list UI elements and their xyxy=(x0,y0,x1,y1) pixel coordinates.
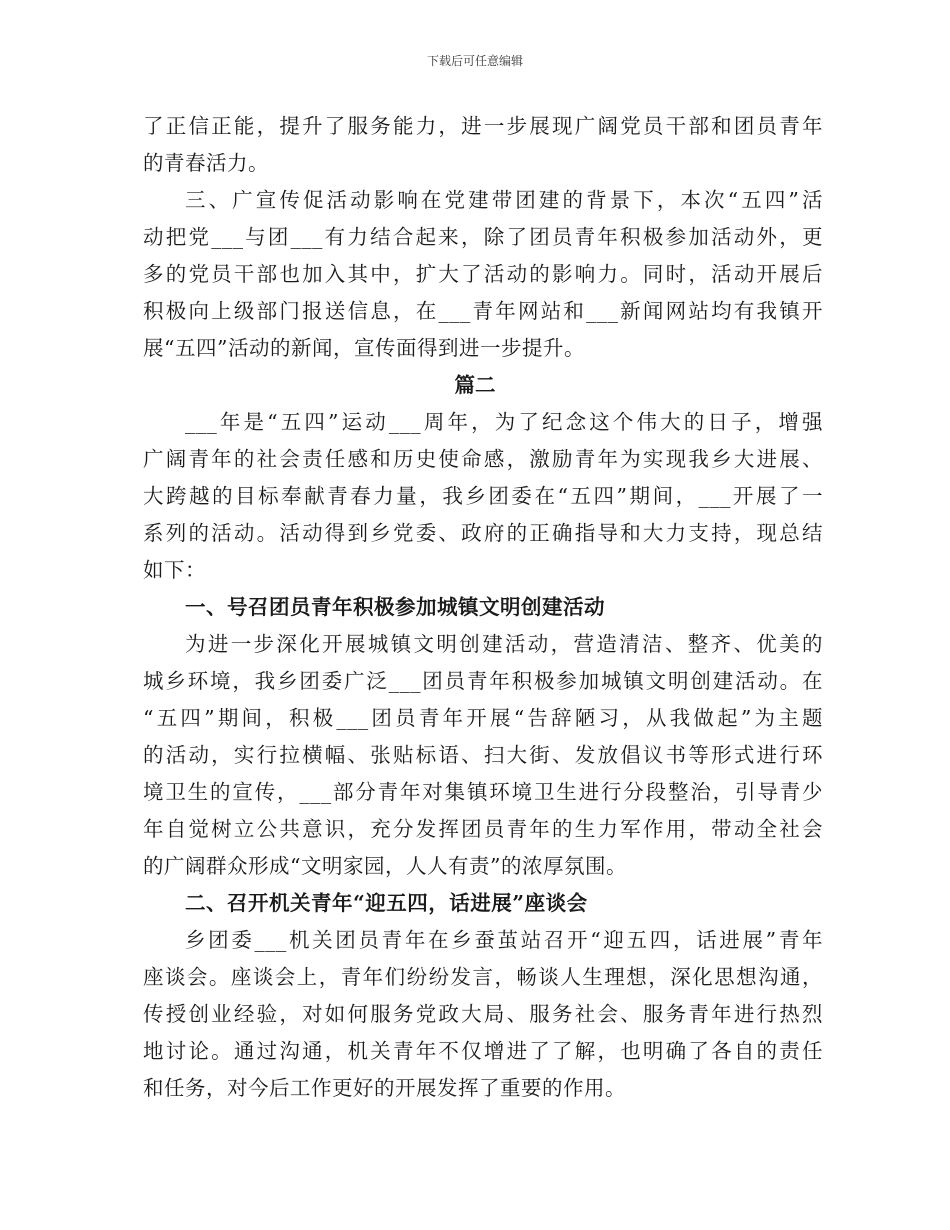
text-line: ___年是“五四”运动___周年，为了纪念这个伟大的日子，增强 xyxy=(185,410,823,434)
text-line: 和任务，对今后工作更好的开展发挥了重要的作用。 xyxy=(143,1076,626,1100)
text-line: 乡团委___机关团员青年在乡蚕茧站召开“迎五四，话进展”青年 xyxy=(185,928,823,952)
text-line: 展“五四”活动的新闻，宣传面得到进一步提升。 xyxy=(143,336,585,360)
text-line: 境卫生的宣传，___部分青年对集镇环境卫生进行分段整治，引导青少 xyxy=(143,780,823,804)
text-line: 动把党___与团___有力结合起来，除了团员青年积极参加活动外，更 xyxy=(143,225,823,249)
text-line: 大跨越的目标奉献青春力量，我乡团委在“五四”期间，___开展了一 xyxy=(143,484,823,508)
text-line: 多的党员干部也加入其中，扩大了活动的影响力。同时，活动开展后 xyxy=(143,262,823,286)
subsection-heading: 一、号召团员青年积极参加城镇文明创建活动 xyxy=(185,595,605,619)
text-line: 城乡环境，我乡团委广泛___团员青年积极参加城镇文明创建活动。在 xyxy=(143,669,823,693)
text-line: 积极向上级部门报送信息，在___青年网站和___新闻网站均有我镇开 xyxy=(143,299,823,323)
page-header: 下载后可任意编辑 xyxy=(426,54,523,68)
text-line: 的广阔群众形成“文明家园，人人有责”的浓厚氛围。 xyxy=(143,854,627,878)
text-line: 为进一步深化开展城镇文明创建活动，营造清洁、整齐、优美的 xyxy=(185,632,823,656)
text-line: 传授创业经验，对如何服务党政大局、服务社会、服务青年进行热烈 xyxy=(143,1002,823,1026)
text-line: 了正信正能，提升了服务能力，进一步展现广阔党员干部和团员青年 xyxy=(143,114,823,138)
text-line: 年自觉树立公共意识，充分发挥团员青年的生力军作用，带动全社会 xyxy=(143,817,823,841)
subsection-heading: 二、召开机关青年“迎五四，话进展”座谈会 xyxy=(185,891,588,915)
text-line: 的活动，实行拉横幅、张贴标语、扫大街、发放倡议书等形式进行环 xyxy=(143,743,823,767)
text-line: 如下： xyxy=(143,558,206,582)
text-line: “五四”期间，积极___团员青年开展“告辞陋习，从我做起”为主题 xyxy=(143,706,823,730)
text-line: 的青春活力。 xyxy=(143,151,269,175)
section-title: 篇二 xyxy=(454,373,496,397)
text-line: 广阔青年的社会责任感和历史使命感，激励青年为实现我乡大进展、 xyxy=(143,447,823,471)
text-line: 座谈会。座谈会上，青年们纷纷发言，畅谈人生理想，深化思想沟通， xyxy=(143,965,823,989)
text-line: 三、广宣传促活动影响在党建带团建的背景下，本次“五四”活 xyxy=(185,188,823,212)
text-line: 系列的活动。活动得到乡党委、政府的正确指导和大力支持，现总结 xyxy=(143,521,823,545)
text-line: 地讨论。通过沟通，机关青年不仅增进了了解，也明确了各自的责任 xyxy=(143,1039,823,1063)
